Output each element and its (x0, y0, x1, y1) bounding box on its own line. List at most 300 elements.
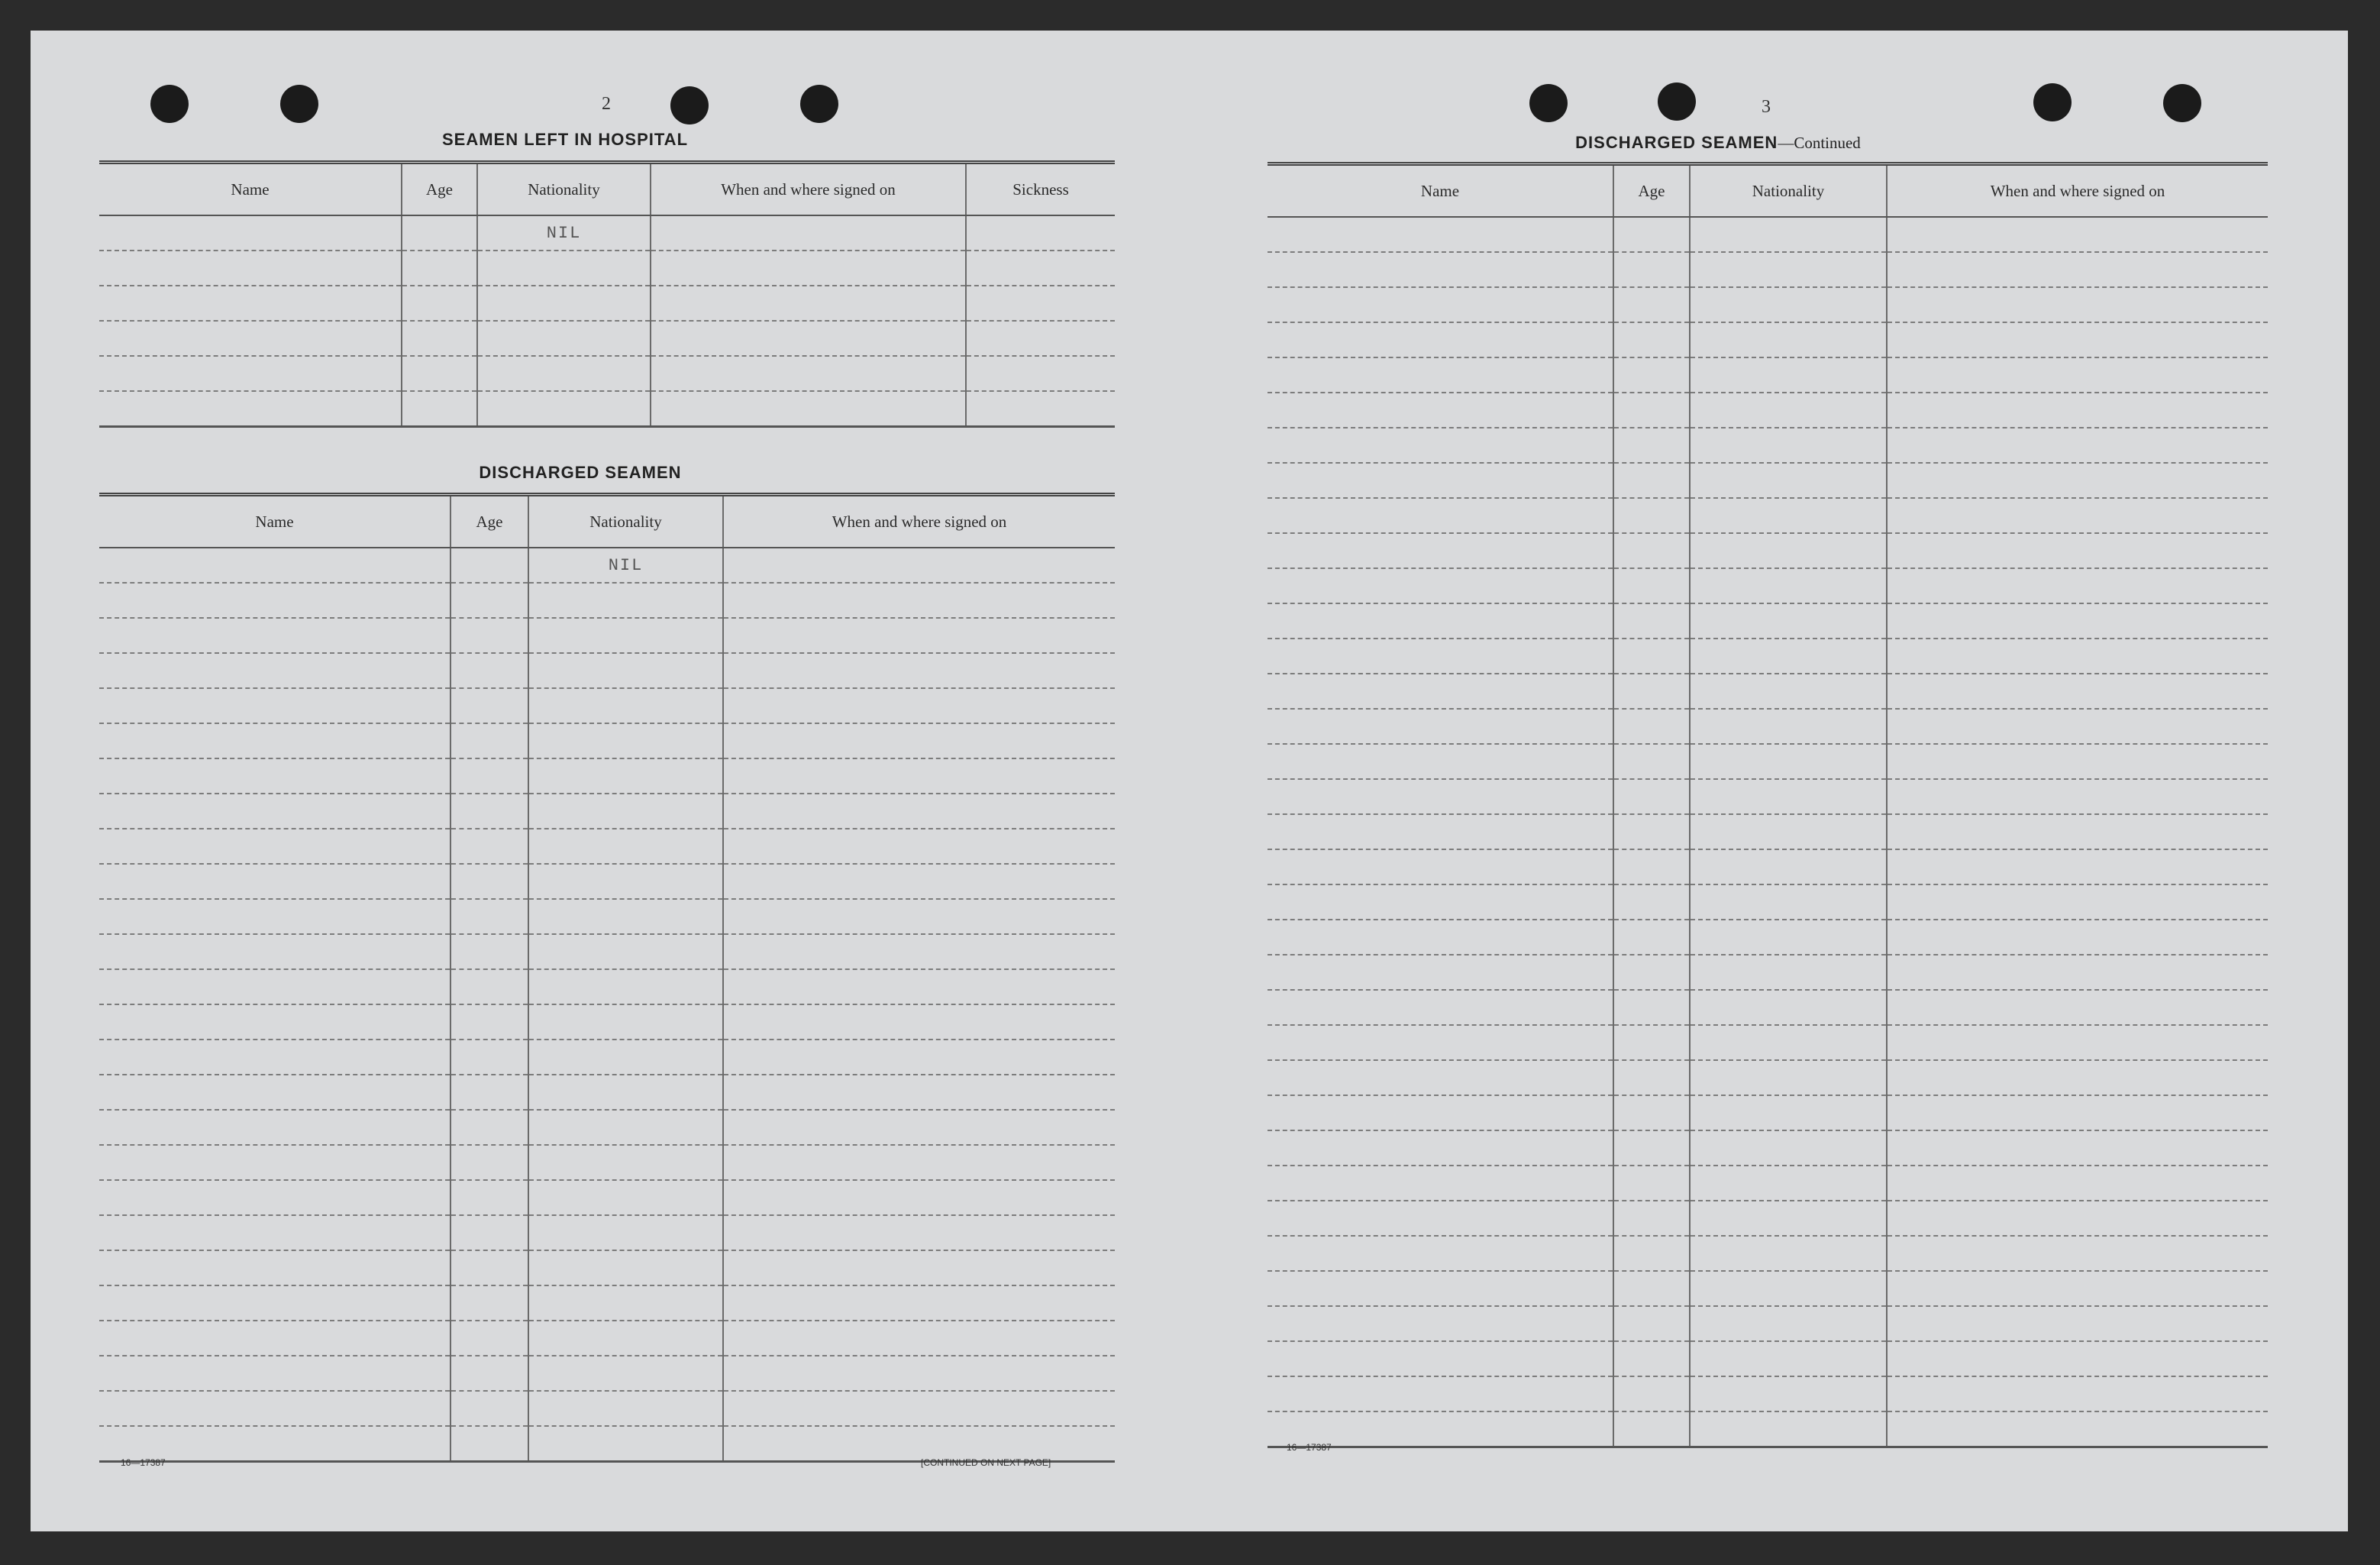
table-cell (723, 1145, 1115, 1180)
table-cell (99, 829, 450, 864)
table-row (99, 1285, 1115, 1321)
table-row (1268, 217, 2268, 252)
table-cell (1613, 393, 1690, 428)
table-cell (1268, 639, 1613, 674)
table-cell (1690, 674, 1887, 709)
table-cell (1690, 463, 1887, 498)
table-row (99, 864, 1115, 899)
punch-hole (280, 85, 318, 123)
table-cell (528, 969, 723, 1004)
table-cell (1690, 428, 1887, 463)
table-row (99, 1075, 1115, 1110)
table-cell (1613, 463, 1690, 498)
table-cell (1613, 1341, 1690, 1376)
table-cell (1887, 639, 2268, 674)
table-cell (966, 321, 1115, 356)
table-cell (1613, 709, 1690, 744)
table-row (1268, 357, 2268, 393)
table-row (1268, 603, 2268, 639)
table-cell (99, 758, 450, 794)
punch-hole (150, 85, 189, 123)
table-cell (528, 864, 723, 899)
table-cell (450, 899, 528, 934)
table-row (99, 794, 1115, 829)
column-header: When and where signed on (1887, 164, 2268, 218)
table-row (1268, 779, 2268, 814)
table-cell (723, 583, 1115, 618)
table-cell (1613, 217, 1690, 252)
table-row (1268, 322, 2268, 357)
punch-hole (800, 85, 838, 123)
table-cell (1690, 568, 1887, 603)
table-cell (99, 286, 402, 321)
table-row (99, 688, 1115, 723)
table-cell (723, 899, 1115, 934)
table-cell (99, 251, 402, 286)
punch-hole (1658, 82, 1696, 121)
table-cell (528, 1426, 723, 1462)
table-cell (450, 758, 528, 794)
table-cell (1268, 1025, 1613, 1060)
table-row (99, 321, 1115, 356)
table-cell (723, 934, 1115, 969)
table-cell (1887, 779, 2268, 814)
table-cell (450, 1110, 528, 1145)
continued-suffix: —Continued (1778, 134, 1861, 152)
table-cell (477, 321, 651, 356)
table-cell (1268, 1271, 1613, 1306)
table-row (99, 1426, 1115, 1462)
table-cell (723, 1075, 1115, 1110)
hospital-header-row (99, 163, 1115, 216)
column-header: Name (99, 495, 450, 548)
continued-note: [CONTINUED ON NEXT PAGE] (921, 1457, 1051, 1468)
table-cell (966, 391, 1115, 427)
table-cell (723, 1215, 1115, 1250)
table-cell (1268, 533, 1613, 568)
table-cell (723, 1285, 1115, 1321)
table-cell (1613, 287, 1690, 322)
table-row (1268, 884, 2268, 920)
table-cell (1887, 1376, 2268, 1411)
hospital-table (99, 160, 1115, 428)
table-cell (1613, 1306, 1690, 1341)
table-cell (1887, 744, 2268, 779)
table-cell (1887, 955, 2268, 990)
table-cell (723, 864, 1115, 899)
table-cell (1887, 252, 2268, 287)
column-header: Sickness (966, 163, 1115, 216)
table-cell (1690, 779, 1887, 814)
table-cell (651, 391, 966, 427)
page-number-right: 3 (1762, 97, 1771, 117)
table-cell (477, 251, 651, 286)
table-cell (450, 969, 528, 1004)
table-cell (1268, 252, 1613, 287)
table-cell (99, 391, 402, 427)
table-cell (966, 286, 1115, 321)
table-cell (723, 969, 1115, 1004)
table-cell (1613, 1271, 1690, 1306)
table-cell (450, 1075, 528, 1110)
table-cell (477, 356, 651, 391)
table-cell (450, 688, 528, 723)
table-cell (99, 583, 450, 618)
table-cell (1887, 990, 2268, 1025)
table-row (99, 653, 1115, 688)
table-cell (528, 1075, 723, 1110)
table-cell (1613, 1060, 1690, 1095)
table-cell (1887, 884, 2268, 920)
table-row (1268, 709, 2268, 744)
table-cell (723, 1250, 1115, 1285)
table-cell (1690, 287, 1887, 322)
table-cell (1887, 568, 2268, 603)
table-cell (528, 688, 723, 723)
table-cell (450, 548, 528, 583)
table-cell (1268, 779, 1613, 814)
table-cell (450, 653, 528, 688)
table-cell (723, 618, 1115, 653)
table-cell (1613, 990, 1690, 1025)
table-row (1268, 744, 2268, 779)
table-cell (1268, 463, 1613, 498)
table-cell (1690, 1095, 1887, 1130)
table-cell (1887, 498, 2268, 533)
table-cell (528, 1321, 723, 1356)
table-cell (1613, 1166, 1690, 1201)
table-cell (1690, 1271, 1887, 1306)
table-cell (450, 1426, 528, 1462)
table-cell (1887, 1341, 2268, 1376)
table-row (1268, 639, 2268, 674)
table-cell (99, 653, 450, 688)
table-cell (450, 618, 528, 653)
table-cell (1613, 1025, 1690, 1060)
table-cell (1268, 1095, 1613, 1130)
table-cell (1887, 849, 2268, 884)
column-header: Name (99, 163, 402, 216)
punch-hole (670, 86, 709, 124)
page-number-left: 2 (602, 94, 611, 114)
table-cell (528, 653, 723, 688)
table-cell (966, 251, 1115, 286)
table-cell (1887, 393, 2268, 428)
table-cell (450, 864, 528, 899)
table-cell: NIL (477, 215, 651, 251)
table-row (1268, 393, 2268, 428)
table-row (99, 1356, 1115, 1391)
discharged-header-row (99, 495, 1115, 548)
table-cell (1613, 357, 1690, 393)
table-cell (528, 1110, 723, 1145)
table-cell (723, 653, 1115, 688)
table-cell (528, 1004, 723, 1040)
table-cell (1887, 1025, 2268, 1060)
table-cell (1690, 814, 1887, 849)
table-cell (99, 864, 450, 899)
table-row (99, 969, 1115, 1004)
table-cell (1690, 990, 1887, 1025)
table-cell (723, 1426, 1115, 1462)
table-row (99, 251, 1115, 286)
table-cell (1613, 322, 1690, 357)
table-cell (1690, 357, 1887, 393)
table-cell (1887, 674, 2268, 709)
table-cell (528, 899, 723, 934)
table-cell (528, 1356, 723, 1391)
table-cell (651, 286, 966, 321)
table-cell (1690, 744, 1887, 779)
table-row (99, 1145, 1115, 1180)
table-cell (1690, 1025, 1887, 1060)
table-cell (99, 618, 450, 653)
table-cell (1268, 920, 1613, 955)
table-cell (528, 583, 723, 618)
table-cell (1268, 814, 1613, 849)
table-row (99, 215, 1115, 251)
table-cell (1613, 849, 1690, 884)
table-row (99, 583, 1115, 618)
table-cell (99, 1180, 450, 1215)
table-row (1268, 1025, 2268, 1060)
table-cell (1690, 1341, 1887, 1376)
table-cell (1613, 884, 1690, 920)
table-cell (651, 321, 966, 356)
table-cell (1613, 674, 1690, 709)
table-row (99, 758, 1115, 794)
table-row (1268, 990, 2268, 1025)
table-cell (1268, 217, 1613, 252)
table-cell (1268, 1166, 1613, 1201)
table-row (1268, 1201, 2268, 1236)
table-cell (966, 215, 1115, 251)
table-cell (99, 356, 402, 391)
table-cell (1690, 709, 1887, 744)
table-cell (402, 215, 477, 251)
table-cell (450, 794, 528, 829)
table-cell (1613, 1201, 1690, 1236)
table-cell (723, 1321, 1115, 1356)
table-cell (528, 1391, 723, 1426)
column-header: Age (450, 495, 528, 548)
table-cell (723, 1356, 1115, 1391)
table-cell (1887, 1411, 2268, 1447)
table-cell (1613, 744, 1690, 779)
table-cell (723, 1180, 1115, 1215)
table-cell (450, 829, 528, 864)
table-row (1268, 533, 2268, 568)
table-cell (528, 1040, 723, 1075)
table-cell (99, 899, 450, 934)
table-cell (1887, 1130, 2268, 1166)
form-sheet (31, 31, 2348, 1531)
table-row (1268, 1130, 2268, 1166)
table-cell (450, 1215, 528, 1250)
table-cell (1690, 1306, 1887, 1341)
table-cell (1268, 1201, 1613, 1236)
table-cell (528, 758, 723, 794)
table-cell (723, 1391, 1115, 1426)
table-cell (99, 1285, 450, 1321)
table-cell (1690, 1201, 1887, 1236)
table-cell (1268, 709, 1613, 744)
table-cell (1613, 498, 1690, 533)
table-cell (1268, 357, 1613, 393)
table-cell (1613, 252, 1690, 287)
table-row (99, 356, 1115, 391)
table-cell (99, 969, 450, 1004)
table-cell (99, 794, 450, 829)
table-cell (1268, 1130, 1613, 1166)
table-cell (723, 1040, 1115, 1075)
table-cell (1268, 603, 1613, 639)
table-cell (1613, 533, 1690, 568)
table-cell (1690, 1130, 1887, 1166)
table-row (1268, 1166, 2268, 1201)
table-row (99, 1250, 1115, 1285)
continued-header-row (1268, 164, 2268, 218)
table-cell (651, 251, 966, 286)
table-cell (99, 688, 450, 723)
table-cell (1690, 1376, 1887, 1411)
table-row (1268, 1271, 2268, 1306)
table-row (1268, 428, 2268, 463)
hospital-title: SEAMEN LEFT IN HOSPITAL (441, 130, 689, 149)
table-cell (528, 1250, 723, 1285)
table-cell (1887, 603, 2268, 639)
table-row (1268, 568, 2268, 603)
table-cell (450, 1040, 528, 1075)
table-cell (1887, 322, 2268, 357)
form-number-right: 16—17387 (1287, 1442, 1332, 1453)
table-cell (99, 321, 402, 356)
table-cell (528, 1145, 723, 1180)
table-cell (1268, 393, 1613, 428)
table-row (99, 1321, 1115, 1356)
table-cell (1887, 1306, 2268, 1341)
table-cell (1268, 674, 1613, 709)
discharged-continued-title (1558, 133, 1878, 153)
table-cell (1268, 1060, 1613, 1095)
table-cell (402, 321, 477, 356)
table-row (1268, 814, 2268, 849)
punch-hole (2163, 84, 2201, 122)
table-cell (1268, 1341, 1613, 1376)
table-cell (1268, 744, 1613, 779)
table-cell (402, 356, 477, 391)
table-row (99, 899, 1115, 934)
discharged-continued-title-main: DISCHARGED SEAMEN (1575, 133, 1778, 152)
table-cell (450, 934, 528, 969)
table-cell (1613, 955, 1690, 990)
table-cell (1690, 1236, 1887, 1271)
table-cell (1268, 1306, 1613, 1341)
table-cell (1690, 498, 1887, 533)
table-cell (1613, 639, 1690, 674)
table-cell (1887, 1236, 2268, 1271)
table-cell (1887, 533, 2268, 568)
table-cell (477, 391, 651, 427)
discharged-title: DISCHARGED SEAMEN (479, 463, 682, 482)
table-cell (1268, 990, 1613, 1025)
table-cell (1887, 1060, 2268, 1095)
continued-table (1268, 162, 2268, 1448)
table-cell (450, 583, 528, 618)
table-cell (1690, 920, 1887, 955)
table-cell (99, 1426, 450, 1462)
table-cell: NIL (528, 548, 723, 583)
table-cell (1690, 252, 1887, 287)
table-cell (723, 548, 1115, 583)
table-cell (528, 934, 723, 969)
table-row (1268, 1376, 2268, 1411)
column-header: Age (402, 163, 477, 216)
table-cell (1690, 393, 1887, 428)
table-cell (1268, 1376, 1613, 1411)
table-cell (99, 1321, 450, 1356)
table-cell (99, 1110, 450, 1145)
table-row (1268, 1095, 2268, 1130)
table-cell (99, 723, 450, 758)
table-row (1268, 955, 2268, 990)
table-cell (528, 1285, 723, 1321)
table-cell (1690, 603, 1887, 639)
table-row (1268, 498, 2268, 533)
table-cell (1690, 884, 1887, 920)
table-cell (1887, 920, 2268, 955)
table-row (99, 286, 1115, 321)
table-cell (1690, 533, 1887, 568)
table-cell (99, 1391, 450, 1426)
table-row (99, 1180, 1115, 1215)
table-cell (450, 1391, 528, 1426)
table-row (1268, 252, 2268, 287)
table-cell (402, 251, 477, 286)
table-cell (402, 286, 477, 321)
table-row (1268, 1341, 2268, 1376)
table-cell (450, 1285, 528, 1321)
table-cell (1613, 1236, 1690, 1271)
table-row (99, 934, 1115, 969)
table-cell (1613, 1095, 1690, 1130)
table-cell (723, 1004, 1115, 1040)
table-cell (1887, 1271, 2268, 1306)
table-cell (450, 1321, 528, 1356)
table-cell (1613, 428, 1690, 463)
table-row (1268, 674, 2268, 709)
table-cell (402, 391, 477, 427)
table-row (99, 548, 1115, 583)
table-cell (1887, 217, 2268, 252)
table-cell (528, 1180, 723, 1215)
table-row (1268, 1411, 2268, 1447)
table-cell (477, 286, 651, 321)
table-row (99, 829, 1115, 864)
table-row (1268, 920, 2268, 955)
table-cell (99, 1356, 450, 1391)
table-cell (99, 1040, 450, 1075)
table-row (99, 1215, 1115, 1250)
table-cell (651, 215, 966, 251)
discharged-table (99, 493, 1115, 1463)
table-cell (99, 934, 450, 969)
table-cell (1268, 884, 1613, 920)
column-header: Name (1268, 164, 1613, 218)
table-cell (966, 356, 1115, 391)
table-cell (99, 1250, 450, 1285)
table-cell (1613, 920, 1690, 955)
